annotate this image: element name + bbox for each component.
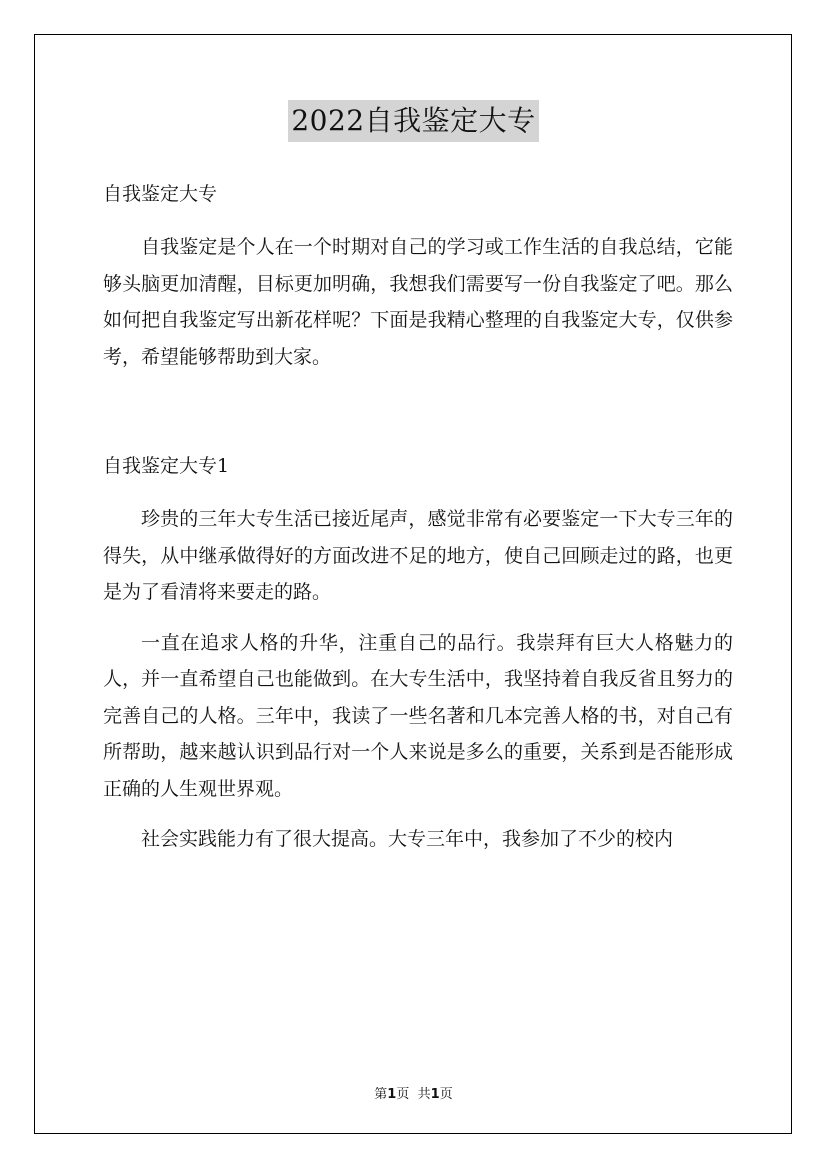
- section1-paragraph-3: 社会实践能力有了很大提高。大专三年中，我参加了不少的校内: [141, 828, 674, 850]
- document-title: 2022自我鉴定大专: [288, 100, 538, 142]
- footer-page-total: 1: [430, 1087, 440, 1102]
- footer-page-suffix: 页: [396, 1087, 410, 1102]
- page-footer: [0, 1083, 827, 1102]
- title-container: [0, 100, 827, 142]
- footer-total-suffix: 页: [439, 1087, 453, 1102]
- footer-total-prefix: 共: [417, 1087, 431, 1102]
- section-gap: [103, 375, 733, 445]
- intro-heading: 自我鉴定大专: [103, 183, 218, 205]
- intro-paragraph: 自我鉴定是个人在一个时期对自己的学习或工作生活的自我总结，它能够头脑更加清醒，目标更加明确，我想我们需要写一份自我鉴定了吧。那么如何把自我鉴定写出新花样呢？下面是我精心整理的自我鉴定大专，仅供参考，希望能够帮助到大家。: [103, 236, 733, 368]
- section1-paragraph-1: 珍贵的三年大专生活已接近尾声，感觉非常有必要鉴定一下大专三年的得失，从中继承做得好的方面改进不足的地方，使自己回顾走过的路，也更是为了看清将来要走的路。: [103, 508, 733, 603]
- document-body: [103, 173, 733, 858]
- footer-page-prefix: 第: [374, 1087, 388, 1102]
- section1-heading: 自我鉴定大专1: [103, 455, 230, 477]
- section1-paragraph-2: 一直在追求人格的升华，注重自己的品行。我崇拜有巨大人格魅力的人，并一直希望自己也能做到。在大专生活中，我坚持着自我反省且努力的完善自己的人格。三年中，我读了一些名著和几本完善人格的书，对自己有所帮助，越来越认识到品行对一个人来说是多么的重要，关系到是否能形成正确的人生观世界观。: [103, 631, 733, 800]
- footer-page-current: 1: [387, 1087, 397, 1102]
